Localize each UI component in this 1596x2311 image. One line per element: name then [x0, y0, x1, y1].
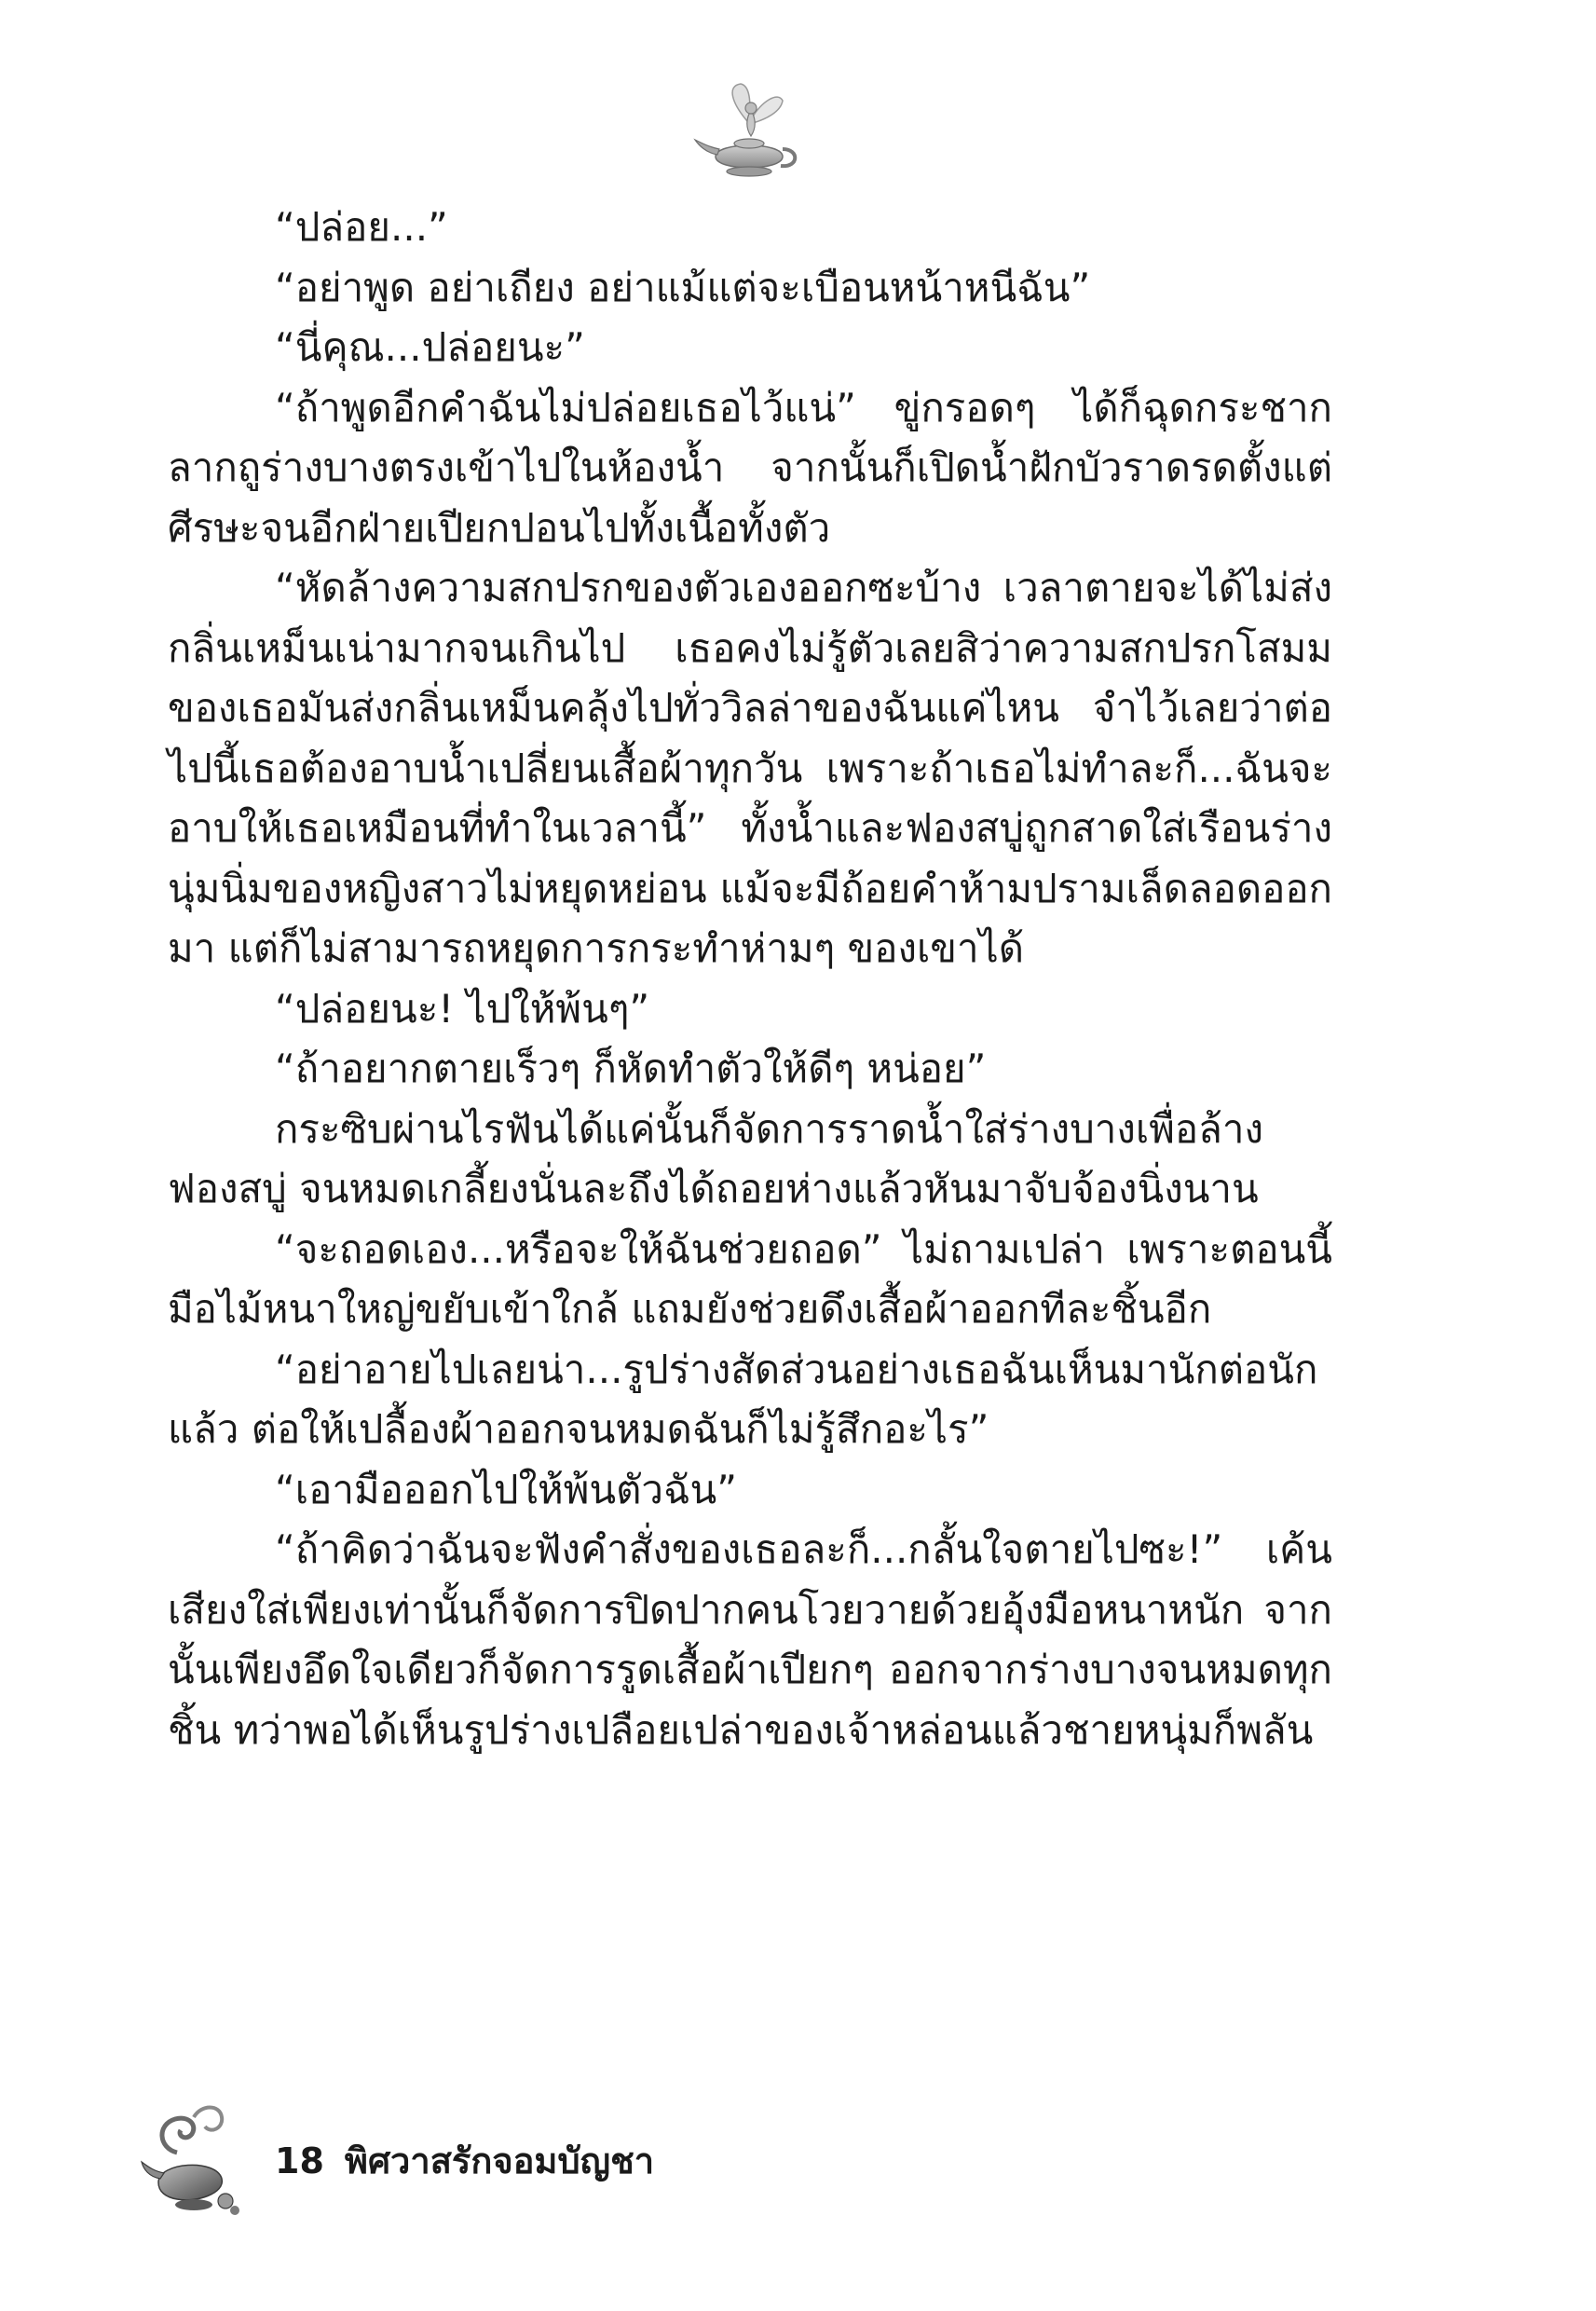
paragraph-5: “หัดล้างความสกปรกของตัวเองออกซะบ้าง เวลาตายจะได้ไม่ส่งกลิ่นเหม็นเน่ามากจนเกินไป เธอคงไม่รู้ตัวเลยสิว่าความสกปรกโสมมของเธอมันส่งกลิ่นเหม็นคลุ้งไปทั่ววิลล่าของฉันแค่ไหน จำไว้เลยว่าต่อไปนี้เธอต้องอาบน้ำเปลี่ยนเสื้อผ้าทุกวัน เพราะถ้าเธอไม่ทำละก็...ฉันจะอาบให้เธอเหมือนที่ทำในเวลานี้” ทั้งน้ำและฟองสบู่ถูกสาดใส่เรือนร่างนุ่มนิ่มของหญิงสาวไม่หยุดหย่อน แม้จะมีถ้อยคำห้ามปรามเล็ดลอดออกมา แต่ก็ไม่สามารถหยุดการกระทำห่ามๆ ของเขาได้ — [168, 565, 1332, 971]
paragraph-8: กระซิบผ่านไรฟันได้แค่นั้นก็จัดการราดน้ำใส่ร่างบางเพื่อล้างฟองสบู่ จนหมดเกลี้ยงนั่นละถึงได้ถอยห่างแล้วหันมาจับจ้องนิ่งนาน — [168, 1105, 1263, 1211]
paragraph-3: “นี่คุณ...ปล่อยนะ” — [275, 324, 585, 370]
paragraph-12: “ถ้าคิดว่าฉันจะฟังคำสั่งของเธอละก็...กลั้นใจตายไปซะ!” เค้นเสียงใส่เพียงเท่านั้นก็จัดการปิดปากคนโวยวายด้วยอุ้งมือหนาหนัก จากนั้นเพียงอึดใจเดียวก็จัดการรูดเสื้อผ้าเปียกๆ ออกจากร่างบางจนหมดทุกชิ้น ทว่าพอได้เห็นรูปร่างเปลือยเปล่าของเจ้าหล่อนแล้วชายหนุ่มก็พลัน — [168, 1526, 1332, 1753]
paragraph-11: “เอามือออกไปให้พ้นตัวฉัน” — [275, 1466, 738, 1512]
paragraph-7: “ถ้าอยากตายเร็วๆ ก็หัดทำตัวให้ดีๆ หน่อย” — [275, 1046, 987, 1091]
footer-text — [275, 2132, 654, 2189]
paragraph-9: “จะถอดเอง...หรือจะให้ฉันช่วยถอด” ไม่ถามเปล่า เพราะตอนนี้มือไม้หนาใหญ่ขยับเข้าใกล้ แถมยังช่วยดึงเสื้อผ้าออกทีละชิ้นอีก — [168, 1225, 1332, 1332]
fairy-teapot-icon — [689, 75, 811, 196]
page-number: 18 — [275, 2140, 324, 2181]
genie-lamp-icon — [140, 2097, 242, 2218]
body-text — [168, 198, 1332, 1760]
paragraph-2: “อย่าพูด อย่าเถียง อย่าแม้แต่จะเบือนหน้าหนีฉัน” — [275, 264, 1091, 310]
paragraph-1: “ปล่อย...” — [275, 204, 448, 250]
paragraph-4: “ถ้าพูดอีกคำฉันไม่ปล่อยเธอไว้แน่” ขู่กรอดๆ ได้ก็ฉุดกระชากลากถูร่างบางตรงเข้าไปในห้องน้ำ จากนั้นก็เปิดน้ำฝักบัวราดรดตั้งแต่ศีรษะจนอีกฝ่ายเปียกปอนไปทั้งเนื้อทั้งตัว — [168, 384, 1332, 551]
book-title: พิศวาสรักจอมบัญชา — [344, 2140, 655, 2181]
page-footer — [140, 2097, 792, 2236]
paragraph-6: “ปล่อยนะ! ไปให้พ้นๆ” — [275, 985, 650, 1032]
paragraph-10: “อย่าอายไปเลยน่า...รูปร่างสัดส่วนอย่างเธอฉันเห็นมานักต่อนักแล้ว ต่อให้เปลื้องผ้าออกจนหมดฉันก็ไม่รู้สึกอะไร” — [168, 1346, 1318, 1452]
